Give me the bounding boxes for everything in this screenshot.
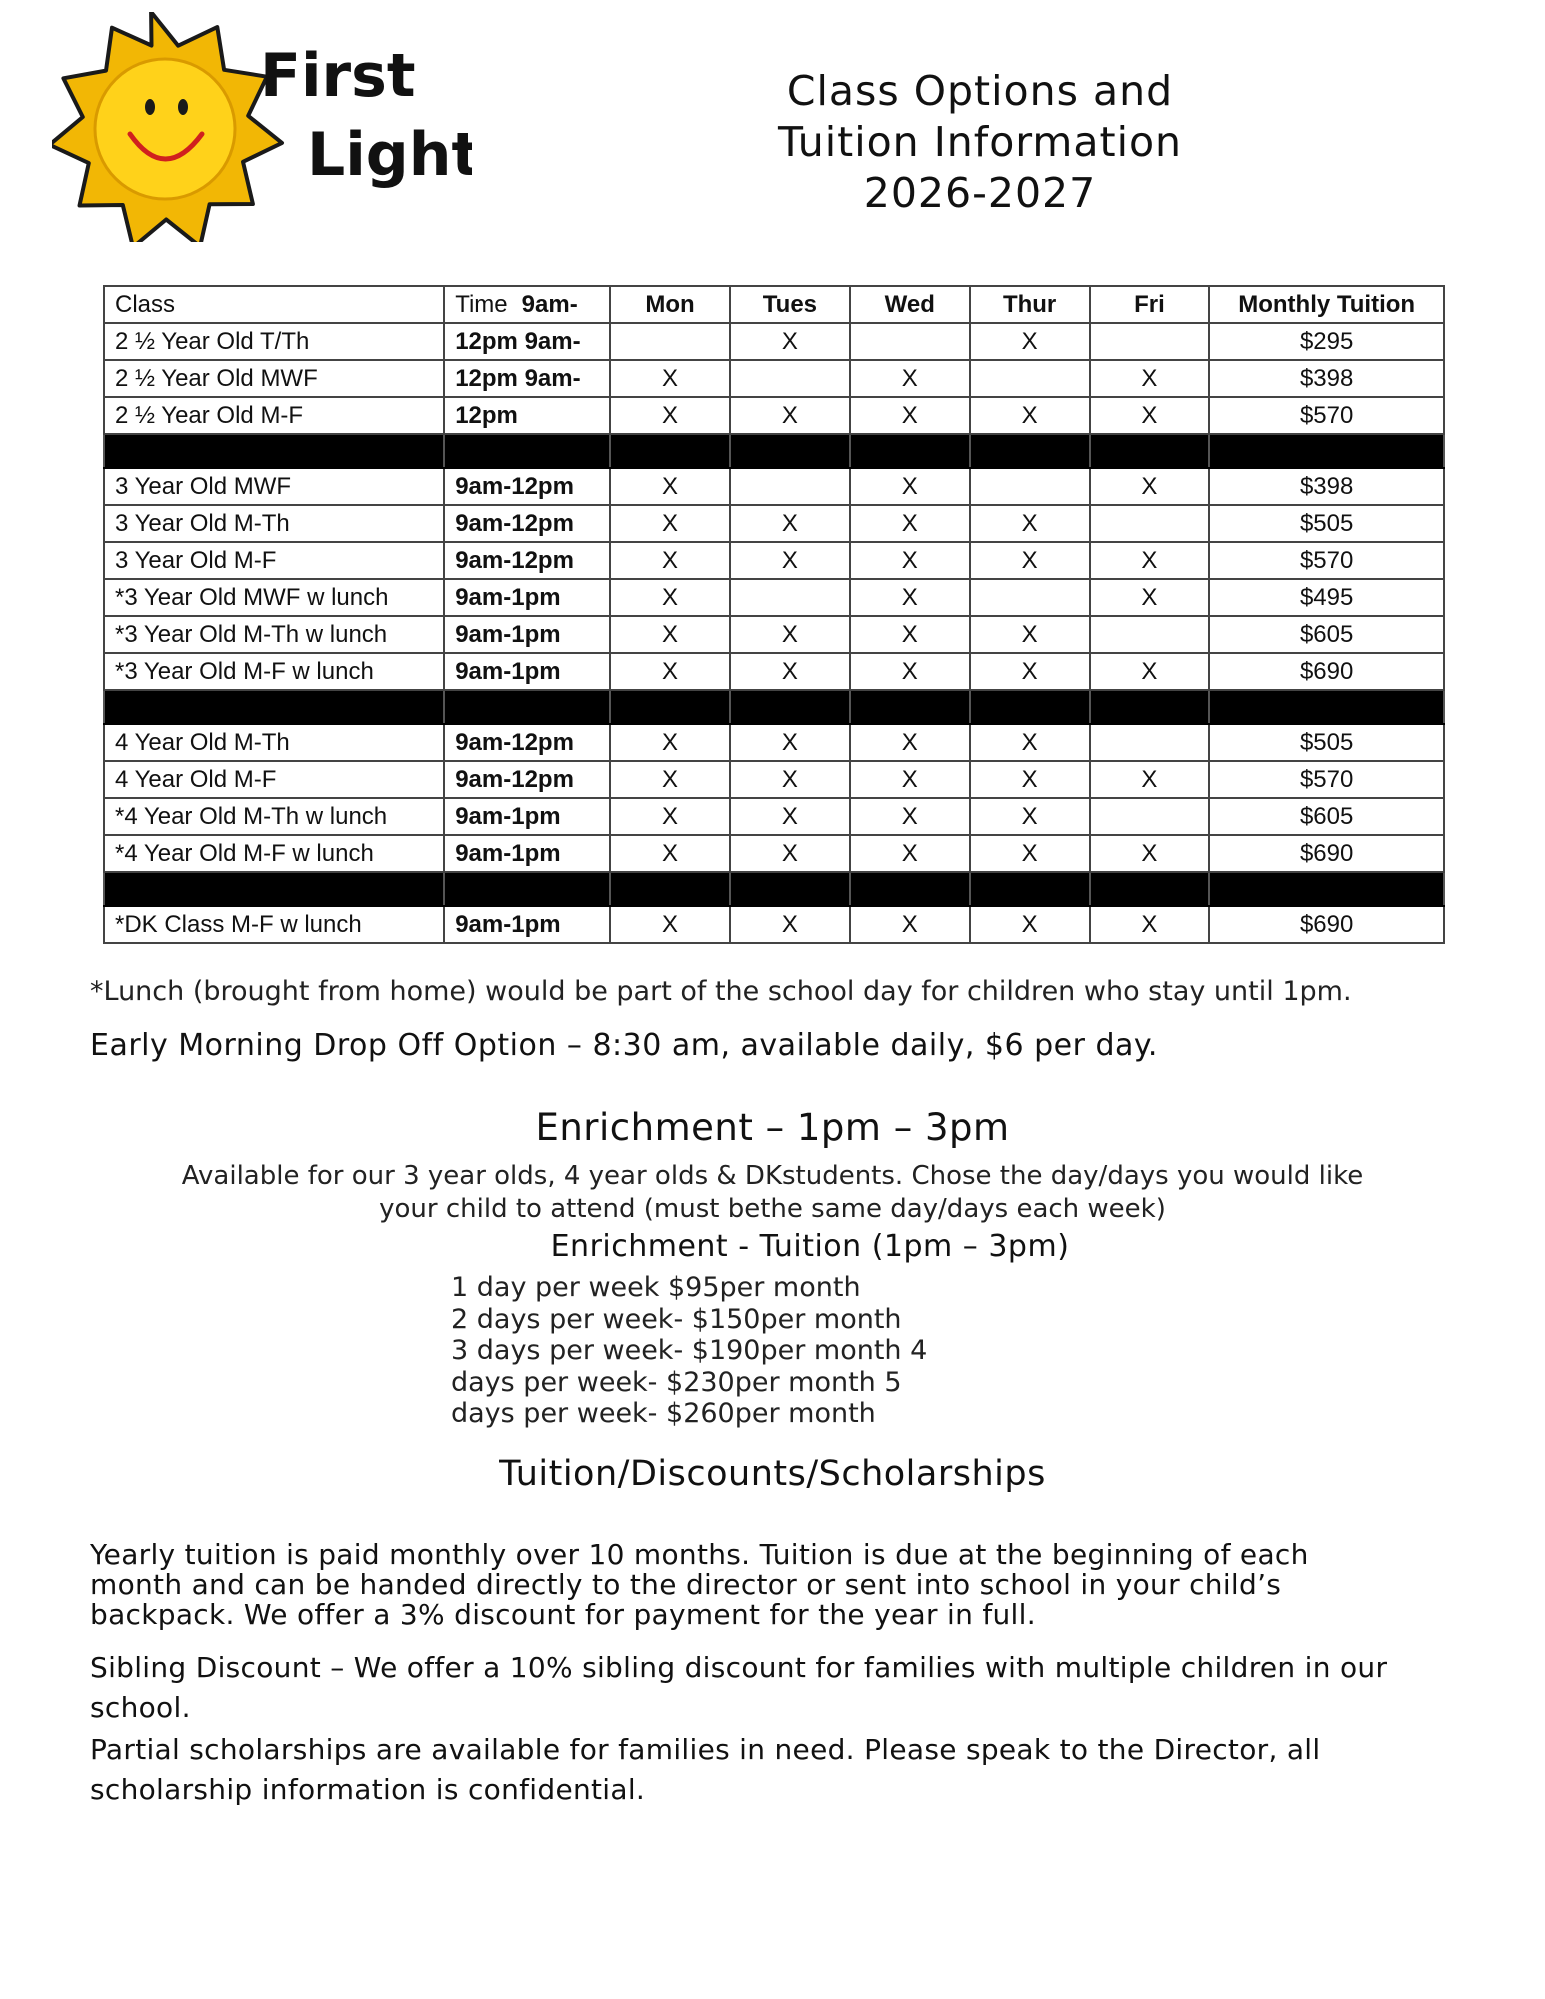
wed-mark: X: [850, 616, 970, 653]
fri-mark: X: [1090, 397, 1210, 434]
class-time: 9am-1pm: [444, 579, 610, 616]
class-time: 9am-12pm: [444, 542, 610, 579]
table-row: [104, 835, 1444, 872]
separator-cell: [730, 872, 850, 906]
wed-mark: X: [850, 906, 970, 943]
class-name: *4 Year Old M-F w lunch: [104, 835, 444, 872]
class-time: 12pm 9am-: [444, 360, 610, 397]
sibling-discount-paragraph: [90, 1648, 1460, 1728]
class-time: 9am-12pm: [444, 505, 610, 542]
mon-mark: X: [610, 906, 730, 943]
class-name: 2 ½ Year Old M-F: [104, 397, 444, 434]
separator-cell: [730, 434, 850, 468]
tue-mark: X: [730, 505, 850, 542]
thu-mark: [970, 468, 1090, 505]
class-time: 9am-1pm: [444, 798, 610, 835]
wed-mark: X: [850, 579, 970, 616]
thu-mark: X: [970, 323, 1090, 360]
separator-row: [104, 872, 1444, 906]
fri-mark: [1090, 505, 1210, 542]
class-name: *3 Year Old M-Th w lunch: [104, 616, 444, 653]
lunch-note: *Lunch (brought from home) would be part of the school day for children who stay until 1pm.: [90, 976, 1352, 1007]
tue-mark: X: [730, 323, 850, 360]
wed-mark: X: [850, 835, 970, 872]
mon-mark: X: [610, 724, 730, 761]
thu-mark: [970, 360, 1090, 397]
tue-mark: X: [730, 798, 850, 835]
table-row: [104, 653, 1444, 690]
separator-cell: [104, 690, 444, 724]
fri-mark: X: [1090, 761, 1210, 798]
header-wed: Wed: [850, 286, 970, 323]
thu-mark: X: [970, 761, 1090, 798]
class-time: 9am-1pm: [444, 906, 610, 943]
table-row: [104, 542, 1444, 579]
mon-mark: X: [610, 542, 730, 579]
fri-mark: X: [1090, 579, 1210, 616]
monthly-price: $690: [1209, 653, 1444, 690]
class-name: 3 Year Old MWF: [104, 468, 444, 505]
enrichment-line: 1 day per week $95per month: [451, 1272, 861, 1303]
monthly-price: $398: [1209, 360, 1444, 397]
separator-cell: [104, 434, 444, 468]
table-row: [104, 397, 1444, 434]
class-time: 9am-12pm: [444, 468, 610, 505]
enrichment-description: [150, 1160, 1395, 1226]
fri-mark: X: [1090, 653, 1210, 690]
class-name: 4 Year Old M-Th: [104, 724, 444, 761]
mon-mark: X: [610, 468, 730, 505]
class-time: 9am-12pm: [444, 761, 610, 798]
header-mon: Mon: [610, 286, 730, 323]
wed-mark: X: [850, 542, 970, 579]
separator-cell: [444, 690, 610, 724]
mon-mark: X: [610, 761, 730, 798]
wed-mark: X: [850, 653, 970, 690]
separator-row: [104, 434, 1444, 468]
paragraph-line: Sibling Discount – We offer a 10% sibling discount for families with multiple children in our: [90, 1651, 1388, 1684]
separator-cell: [610, 872, 730, 906]
header-time-label: Time: [455, 290, 508, 318]
thu-mark: X: [970, 397, 1090, 434]
monthly-price: $295: [1209, 323, 1444, 360]
table-header-row: [104, 286, 1444, 323]
monthly-price: $570: [1209, 761, 1444, 798]
separator-cell: [850, 872, 970, 906]
wed-mark: X: [850, 397, 970, 434]
class-name: 2 ½ Year Old T/Th: [104, 323, 444, 360]
scholarship-paragraph: [90, 1730, 1460, 1810]
fri-mark: X: [1090, 468, 1210, 505]
enrichment-heading: Enrichment – 1pm – 3pm: [535, 1106, 1010, 1149]
monthly-price: $505: [1209, 724, 1444, 761]
thu-mark: X: [970, 798, 1090, 835]
table-row: [104, 468, 1444, 505]
header-time: [444, 286, 610, 323]
table-row: [104, 906, 1444, 943]
thu-mark: X: [970, 542, 1090, 579]
enrichment-line: 2 days per week- $150per month: [451, 1303, 902, 1335]
header-class: Class: [104, 286, 444, 323]
tuition-table: [103, 285, 1445, 944]
class-name: 3 Year Old M-Th: [104, 505, 444, 542]
header-monthly-tuition: Monthly Tuition: [1209, 286, 1444, 323]
wed-mark: X: [850, 505, 970, 542]
title-line-2: Tuition Information: [777, 118, 1183, 166]
table-body: [104, 323, 1444, 943]
wed-mark: X: [850, 360, 970, 397]
tue-mark: X: [730, 761, 850, 798]
title-line-1: Class Options and: [786, 67, 1174, 115]
header-fri: Fri: [1090, 286, 1210, 323]
monthly-price: $505: [1209, 505, 1444, 542]
separator-cell: [730, 690, 850, 724]
class-name: *DK Class M-F w lunch: [104, 906, 444, 943]
table-row: [104, 798, 1444, 835]
monthly-price: $570: [1209, 397, 1444, 434]
tue-mark: X: [730, 835, 850, 872]
tue-mark: [730, 579, 850, 616]
separator-cell: [610, 434, 730, 468]
monthly-price: $605: [1209, 616, 1444, 653]
fri-mark: [1090, 616, 1210, 653]
mon-mark: X: [610, 616, 730, 653]
mon-mark: X: [610, 505, 730, 542]
table-row: [104, 761, 1444, 798]
enrichment-line: days per week- $230per month 5: [451, 1366, 902, 1398]
class-name: *4 Year Old M-Th w lunch: [104, 798, 444, 835]
class-time: 9am-12pm: [444, 724, 610, 761]
paragraph-line: Yearly tuition is paid monthly over 10 months. Tuition is due at the beginning of each: [90, 1538, 1309, 1571]
paragraph-line: scholarship information is confidential.: [90, 1773, 646, 1806]
class-time: 12pm: [444, 397, 610, 434]
separator-cell: [444, 434, 610, 468]
separator-cell: [850, 434, 970, 468]
page-title: [730, 66, 1230, 219]
separator-cell: [1090, 434, 1210, 468]
separator-cell: [1209, 434, 1444, 468]
mon-mark: X: [610, 835, 730, 872]
dropoff-option: Early Morning Drop Off Option – 8:30 am, available daily, $6 per day.: [90, 1028, 1158, 1063]
table-row: [104, 323, 1444, 360]
thu-mark: X: [970, 616, 1090, 653]
enrichment-desc-line-2: your child to attend (must bethe same day/days each week): [379, 1194, 1166, 1224]
paragraph-line: school.: [90, 1691, 191, 1724]
separator-cell: [444, 872, 610, 906]
tue-mark: X: [730, 724, 850, 761]
enrichment-tuition-heading: Enrichment - Tuition (1pm – 3pm): [550, 1229, 1070, 1264]
class-time: 12pm 9am-: [444, 323, 610, 360]
monthly-price: $690: [1209, 835, 1444, 872]
separator-cell: [970, 690, 1090, 724]
fri-mark: X: [1090, 360, 1210, 397]
logo-text-first: First: [260, 41, 416, 111]
tue-mark: X: [730, 653, 850, 690]
table-row: [104, 360, 1444, 397]
fri-mark: [1090, 798, 1210, 835]
enrichment-desc-line-1: Available for our 3 year olds, 4 year olds & DKstudents. Chose the day/days you would like: [181, 1161, 1364, 1191]
tue-mark: X: [730, 906, 850, 943]
header-time-extra: 9am-: [521, 290, 578, 318]
tue-mark: X: [730, 542, 850, 579]
separator-cell: [1090, 872, 1210, 906]
tue-mark: [730, 468, 850, 505]
separator-cell: [970, 872, 1090, 906]
monthly-price: $690: [1209, 906, 1444, 943]
thu-mark: X: [970, 724, 1090, 761]
table-row: [104, 724, 1444, 761]
discounts-heading: Tuition/Discounts/Scholarships: [499, 1454, 1046, 1494]
paragraph-line: backpack. We offer a 3% discount for payment for the year in full.: [90, 1598, 1036, 1631]
mon-mark: X: [610, 798, 730, 835]
wed-mark: X: [850, 468, 970, 505]
class-time: 9am-1pm: [444, 653, 610, 690]
tue-mark: [730, 360, 850, 397]
enrichment-line: days per week- $260per month: [451, 1398, 876, 1429]
separator-cell: [610, 690, 730, 724]
thu-mark: X: [970, 835, 1090, 872]
fri-mark: X: [1090, 835, 1210, 872]
separator-row: [104, 690, 1444, 724]
separator-cell: [1090, 690, 1210, 724]
table-row: [104, 505, 1444, 542]
separator-cell: [970, 434, 1090, 468]
paragraph-line: month and can be handed directly to the director or sent into school in your child’s: [90, 1568, 1282, 1601]
mon-mark: X: [610, 397, 730, 434]
separator-cell: [1209, 690, 1444, 724]
separator-cell: [104, 872, 444, 906]
class-time: 9am-1pm: [444, 835, 610, 872]
fri-mark: X: [1090, 542, 1210, 579]
fri-mark: [1090, 724, 1210, 761]
class-name: 2 ½ Year Old MWF: [104, 360, 444, 397]
thu-mark: X: [970, 653, 1090, 690]
fri-mark: [1090, 323, 1210, 360]
table-row: [104, 579, 1444, 616]
separator-cell: [1209, 872, 1444, 906]
class-time: 9am-1pm: [444, 616, 610, 653]
monthly-price: $605: [1209, 798, 1444, 835]
enrichment-line: 3 days per week- $190per month 4: [451, 1335, 928, 1366]
mon-mark: X: [610, 579, 730, 616]
fri-mark: X: [1090, 906, 1210, 943]
first-light-logo: [52, 12, 472, 242]
class-name: 3 Year Old M-F: [104, 542, 444, 579]
sun-icon: [52, 12, 472, 242]
logo-text-light: Light: [307, 120, 472, 190]
tue-mark: X: [730, 397, 850, 434]
mon-mark: X: [610, 653, 730, 690]
class-name: *3 Year Old MWF w lunch: [104, 579, 444, 616]
class-name: *3 Year Old M-F w lunch: [104, 653, 444, 690]
thu-mark: X: [970, 906, 1090, 943]
paragraph-line: Partial scholarships are available for families in need. Please speak to the Director, all: [90, 1733, 1321, 1766]
wed-mark: [850, 323, 970, 360]
enrichment-pricing-list: [451, 1272, 927, 1430]
mon-mark: [610, 323, 730, 360]
table-row: [104, 616, 1444, 653]
tuition-payment-paragraph: [90, 1540, 1460, 1630]
thu-mark: [970, 579, 1090, 616]
wed-mark: X: [850, 724, 970, 761]
monthly-price: $570: [1209, 542, 1444, 579]
monthly-price: $398: [1209, 468, 1444, 505]
wed-mark: X: [850, 798, 970, 835]
header-thur: Thur: [970, 286, 1090, 323]
monthly-price: $495: [1209, 579, 1444, 616]
title-line-3: 2026-2027: [863, 169, 1097, 217]
separator-cell: [850, 690, 970, 724]
thu-mark: X: [970, 505, 1090, 542]
wed-mark: X: [850, 761, 970, 798]
header-tues: Tues: [730, 286, 850, 323]
class-name: 4 Year Old M-F: [104, 761, 444, 798]
tue-mark: X: [730, 616, 850, 653]
mon-mark: X: [610, 360, 730, 397]
